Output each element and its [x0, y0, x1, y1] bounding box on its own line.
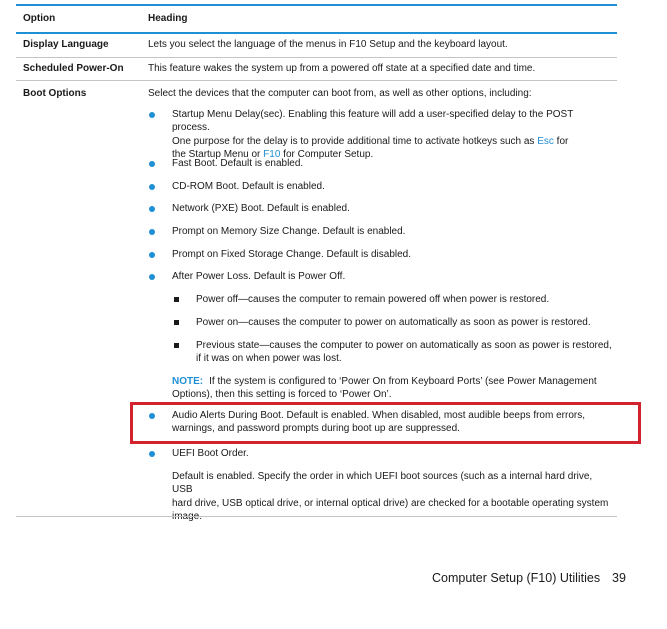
column-header-heading: Heading — [148, 13, 188, 24]
previous-state-line-1: Previous state—causes the computer to power on automatically as soon as power is restored, — [196, 340, 612, 351]
previous-state-line-2: if it was on when power was lost. — [196, 353, 342, 365]
list-item-storage-prompt: Prompt on Fixed Storage Change. Default is disabled. — [172, 249, 412, 260]
startup-delay-text: the Startup Menu or — [172, 148, 264, 160]
row-option-boot-options: Boot Options — [23, 88, 87, 99]
sub-item-power-off: Power off—causes the computer to remain powered off when power is restored. — [196, 294, 550, 305]
bullet-icon — [149, 451, 155, 457]
audio-alerts-line-1: Audio Alerts During Boot. Default is enabled. When disabled, most audible beeps from errors, — [172, 410, 585, 421]
bullet-icon — [149, 206, 155, 212]
sub-item-previous-state — [196, 339, 612, 366]
list-item-audio-alerts — [172, 409, 612, 436]
list-item-memory-prompt: Prompt on Memory Size Change. Default is enabled. — [172, 226, 406, 237]
esc-key-link[interactable]: Esc — [537, 135, 554, 147]
note-line-2: Options), then this setting is forced to ‘Power On’. — [172, 389, 392, 401]
square-bullet-icon — [174, 297, 179, 302]
uefi-desc-line-1: Default is enabled. Specify the order in which UEFI boot sources (such as a internal hard drive, USB — [172, 471, 593, 496]
list-item-cdrom-boot: CD-ROM Boot. Default is enabled. — [172, 181, 325, 192]
list-item-after-power-loss: After Power Loss. Default is Power Off. — [172, 271, 346, 282]
note-block — [172, 375, 612, 402]
bullet-icon — [149, 112, 155, 118]
row-divider — [16, 80, 617, 81]
startup-delay-text: for — [553, 135, 569, 147]
sub-item-power-on: Power on—causes the computer to power on automatically as soon as power is restored. — [196, 317, 591, 328]
note-line-1 — [172, 375, 612, 388]
f10-key-link[interactable]: F10 — [263, 148, 281, 160]
table-top-rule — [16, 4, 617, 6]
list-item-network-boot: Network (PXE) Boot. Default is enabled. — [172, 203, 350, 214]
bullet-icon — [149, 274, 155, 280]
startup-delay-text: One purpose for the delay is to provide additional time to activate hotkeys such as — [172, 135, 538, 147]
bullet-icon — [149, 161, 155, 167]
note-label: NOTE: — [172, 376, 204, 387]
startup-delay-text: for Computer Setup. — [280, 148, 374, 160]
row-option-display-language: Display Language — [23, 39, 109, 50]
startup-delay-line-1: Startup Menu Delay(sec). Enabling this feature will add a user-specified delay to the POST process. — [172, 109, 574, 134]
bullet-icon — [149, 229, 155, 235]
list-item-startup-menu-delay — [172, 108, 612, 161]
row-text-scheduled-power-on: This feature wakes the system up from a powered off state at a specified date and time. — [148, 63, 536, 74]
row-divider — [16, 57, 617, 58]
table-bottom-rule — [16, 516, 617, 517]
column-header-option: Option — [23, 13, 56, 24]
row-text-display-language: Lets you select the language of the menus in F10 Setup and the keyboard layout. — [148, 39, 508, 50]
row-option-scheduled-power-on: Scheduled Power-On — [23, 63, 124, 74]
list-item-fast-boot: Fast Boot. Default is enabled. — [172, 158, 304, 169]
note-text: If the system is configured to ‘Power On from Keyboard Ports’ (see Power Management — [209, 376, 597, 387]
bullet-icon — [149, 252, 155, 258]
bullet-icon — [149, 184, 155, 190]
startup-delay-line-2 — [172, 135, 612, 148]
footer-title: Computer Setup (F10) Utilities — [432, 571, 601, 585]
square-bullet-icon — [174, 320, 179, 325]
header-bottom-rule — [16, 32, 617, 34]
page-number: 39 — [612, 571, 626, 585]
list-item-uefi-boot-order: UEFI Boot Order. — [172, 448, 249, 459]
audio-alerts-line-2: warnings, and password prompts during boot up are suppressed. — [172, 423, 460, 435]
bullet-icon — [149, 413, 155, 419]
square-bullet-icon — [174, 343, 179, 348]
uefi-desc-line-2: hard drive, USB optical drive, or internal optical drive) are checked for a bootable operating system — [172, 497, 609, 509]
row-text-boot-options: Select the devices that the computer can boot from, as well as other options, including: — [148, 88, 532, 99]
